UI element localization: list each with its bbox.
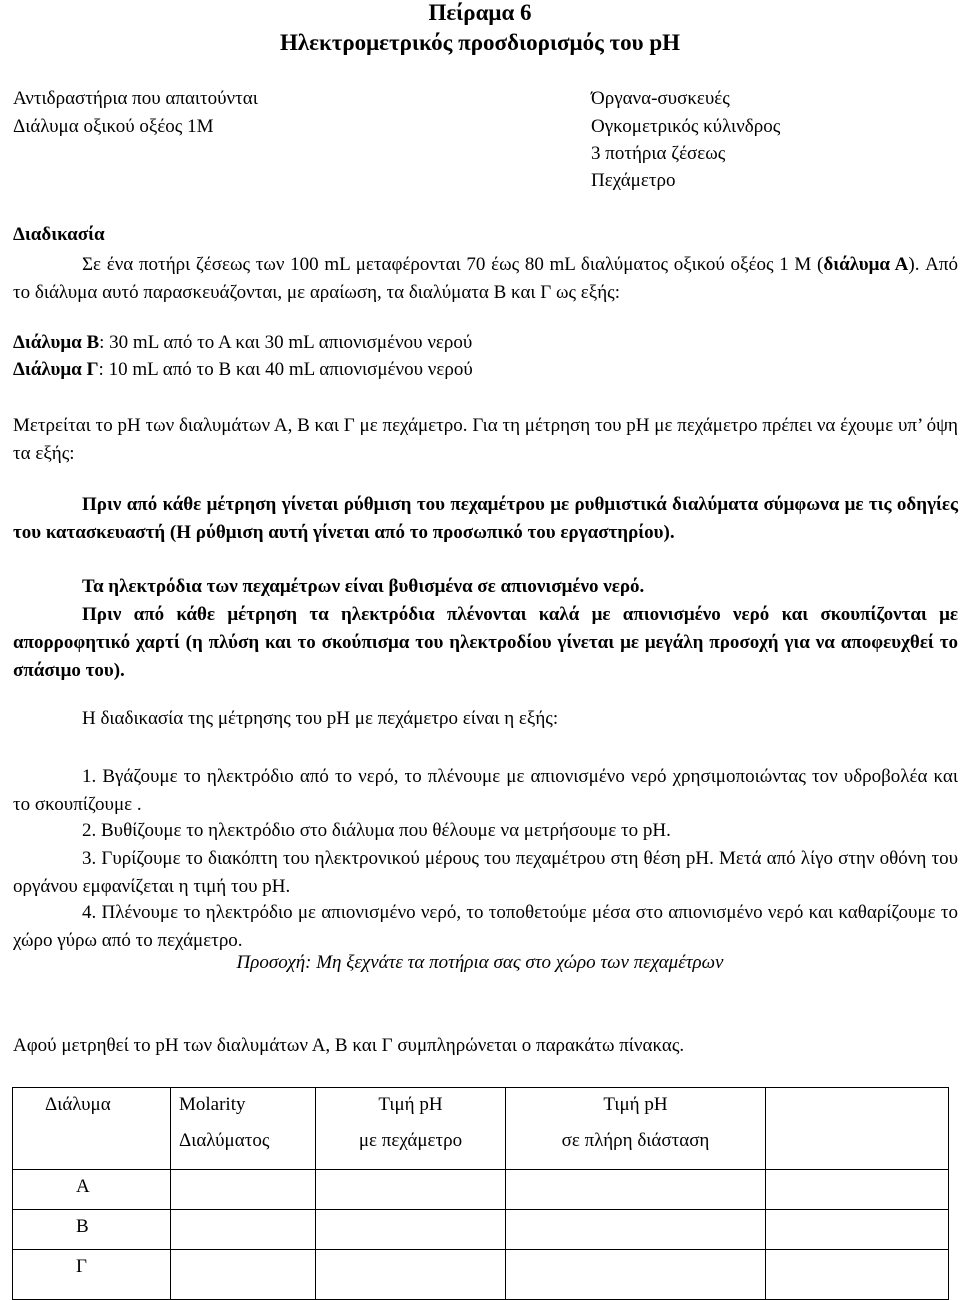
procedure-heading: Διαδικασία — [13, 224, 105, 245]
table-row — [13, 1170, 949, 1210]
solution-g-label: Διάλυμα Γ — [13, 359, 99, 380]
table-intro: Αφού μετρηθεί το pH των διαλυμάτων Α, Β και Γ συμπληρώνεται ο παρακάτω πίνακας. — [13, 1035, 685, 1056]
paragraph-text: ). Από το διάλυμα αυτό παρασκευάζονται, με αραίωση, τα διαλύματα Β και Γ ως εξής: — [13, 254, 958, 303]
step-3: 3. Γυρίζουμε το διακόπτη του ηλεκτρονικού μέρους του πεχαμέτρου στη θέση pH. Μετά από λίγο στην οθόνη του οργάνου εμφανίζεται η τιμή του pH. — [13, 848, 958, 897]
header-line: Διάλυμα — [45, 1094, 111, 1115]
page-subtitle: Ηλεκτρομετρικός προσδιορισμός του pH — [279, 30, 681, 55]
reagent-item: Διάλυμα οξικού οξέος 1M — [13, 116, 214, 137]
empty-cell[interactable] — [506, 1250, 766, 1300]
row-label: Α — [13, 1170, 171, 1210]
header-line: Τιμή pH — [603, 1094, 668, 1115]
note-calibration: Πριν από κάθε μέτρηση γίνεται ρύθμιση του πεχαμέτρου με ρυθμιστικά διαλύματα σύμφωνα με τις οδηγίες του κατασκευαστή (Η ρύθμιση αυτή γίνεται από το προσωπικό του εργαστηρίου). — [13, 494, 958, 543]
solution-g-line — [13, 359, 473, 381]
empty-cell[interactable] — [316, 1210, 506, 1250]
results-table — [12, 1087, 949, 1300]
procedure-paragraph-1 — [13, 251, 958, 307]
caution-note: Προσοχή: Μη ξεχνάτε τα ποτήρια σας στο χώρο των πεχαμέτρων — [236, 952, 724, 973]
header-ph-full-dissociation — [506, 1088, 766, 1170]
step-1: 1. Βγάζουμε το ηλεκτρόδιο από το νερό, το πλένουμε με απιονισμένο νερό χρησιμοποιώντας τον υδροβολέα και το σκουπίζουμε . — [13, 766, 958, 815]
row-label: Γ — [13, 1250, 171, 1300]
empty-cell[interactable] — [506, 1210, 766, 1250]
solution-a-label: διάλυμα Α — [823, 254, 909, 275]
solution-b-text: : 30 mL από το Α και 30 mL απιονισμένου νερού — [99, 332, 473, 353]
step-2: 2. Βυθίζουμε το ηλεκτρόδιο στο διάλυμα που θέλουμε να μετρήσουμε το pH. — [82, 820, 671, 841]
equipment-heading: Όργανα-συσκευές — [591, 88, 730, 109]
page-title: Πείραμα 6 — [428, 0, 532, 25]
header-line: σε πλήρη διάσταση — [561, 1130, 710, 1151]
empty-cell[interactable] — [506, 1170, 766, 1210]
measure-paragraph: Μετρείται το pH των διαλυμάτων Α, Β και Γ με πεχάμετρο. Για τη μέτρηση του pH με πεχάμετρο πρέπει να έχουμε υπ’ όψη τα εξής: — [13, 415, 958, 464]
empty-cell[interactable] — [171, 1250, 316, 1300]
header-line: Molarity — [179, 1094, 246, 1115]
solution-b-label: Διάλυμα Β — [13, 332, 100, 353]
header-line: Διαλύματος — [179, 1130, 270, 1151]
empty-cell — [766, 1088, 949, 1170]
note-electrodes: Τα ηλεκτρόδια των πεχαμέτρων είναι βυθισμένα σε απιονισμένο νερό. — [82, 576, 645, 597]
empty-cell[interactable] — [171, 1170, 316, 1210]
empty-cell — [766, 1170, 949, 1210]
reagents-heading: Αντιδραστήρια που απαιτούνται — [13, 88, 258, 109]
equipment-item: Πεχάμετρο — [591, 170, 676, 191]
header-molarity — [171, 1088, 316, 1170]
step-4: 4. Πλένουμε το ηλεκτρόδιο με απιονισμένο νερό, το τοποθετούμε μέσα στο απιονισμένο νερό και καθαρίζουμε το χώρο γύρω από το πεχάμετρο. — [13, 902, 958, 951]
header-line: Τιμή pH — [378, 1094, 443, 1115]
empty-cell — [766, 1210, 949, 1250]
table-row — [13, 1250, 949, 1300]
empty-cell — [766, 1250, 949, 1300]
table-header-row — [13, 1088, 949, 1170]
empty-cell[interactable] — [316, 1250, 506, 1300]
solution-b-line — [13, 332, 472, 354]
empty-cell[interactable] — [316, 1170, 506, 1210]
empty-cell[interactable] — [171, 1210, 316, 1250]
row-label: Β — [13, 1210, 171, 1250]
header-line: με πεχάμετρο — [358, 1130, 463, 1151]
solution-g-text: : 10 mL από το Β και 40 mL απιονισμένου νερού — [98, 359, 473, 380]
header-ph-meter — [316, 1088, 506, 1170]
steps-intro: Η διαδικασία της μέτρησης του pH με πεχάμετρο είναι η εξής: — [82, 708, 559, 729]
header-solution — [13, 1088, 171, 1170]
equipment-item: 3 ποτήρια ζέσεως — [591, 143, 726, 164]
equipment-item: Ογκομετρικός κύλινδρος — [591, 116, 781, 137]
note-washing: Πριν από κάθε μέτρηση τα ηλεκτρόδια πλένονται καλά με απιονισμένο νερό και σκουπίζονται με απορροφητικό χαρτί (η πλύση και το σκούπισμα του ηλεκτροδίου γίνεται με μεγάλη προσοχή για να αποφευχθεί το σπάσιμο του). — [13, 604, 958, 681]
paragraph-text: Σε ένα ποτήρι ζέσεως των 100 mL μεταφέρονται 70 έως 80 mL διαλύματος οξικού οξέος 1 M ( — [82, 254, 824, 275]
table-row — [13, 1210, 949, 1250]
